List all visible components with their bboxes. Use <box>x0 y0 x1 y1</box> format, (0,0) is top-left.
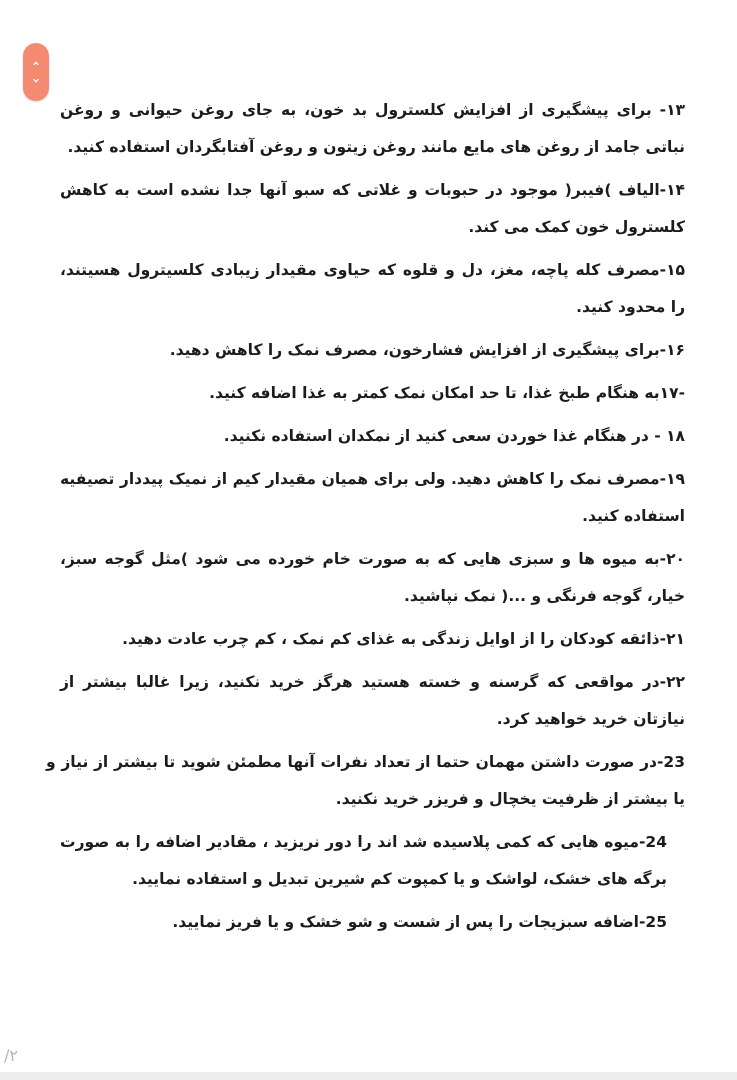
document-body <box>46 92 685 947</box>
page-nav-pill[interactable] <box>23 43 49 101</box>
list-item: -۱۷به هنگام طبخ غذا، تا حد امکان نمک کمتر به غذا اضافه کنید. <box>209 384 685 402</box>
list-item: ۱۶-برای پیشگیری از افزایش فشارخون، مصرف نمک را کاهش دهید. <box>169 341 685 359</box>
list-item: ۲۱-ذائقه کودکان را از اوایل زندگی به غذای کم نمک ، کم چرب عادت دهید. <box>122 630 685 648</box>
list-item: ۱۴-الیاف )فیبر( موجود در حبوبات و غلاتی که سبو آنها جدا نشده است به کاهش کلسترول خون کمک می کند. <box>60 181 685 236</box>
list-item: ۱۹-مصرف نمک را کاهش دهید. ولی برای همیان مقیدار کیم از نمیک پیددار تصیفیه استفاده کنید. <box>60 470 685 525</box>
list-item: ۱۳- برای پیشگیری از افزایش کلسترول بد خون، به جای روغن حیوانی و روغن نباتی جامد از روغن های مایع مانند روغن زیتون و روغن آفتابگردان استفاده کنید. <box>60 101 685 156</box>
list-item: 23-در صورت داشتن مهمان حتما از تعداد نفرات آنها مطمئن شوید تا بیشتر از نیاز و یا بیشتر از ظرفیت یخچال و فریزر خرید نکنید. <box>46 753 685 808</box>
chevron-down-icon[interactable]: › <box>28 77 44 84</box>
list-item: ۱۸ - در هنگام غذا خوردن سعی کنید از نمکدان استفاده نکنید. <box>223 427 685 445</box>
page-number: ۲/ <box>4 1046 18 1065</box>
chevron-up-icon[interactable]: ‹ <box>28 60 44 67</box>
list-item: 24-میوه هایی که کمی پلاسیده شد اند را دور نریزید ، مقادیر اضافه را به صورت برگه های خشک، لواشک و یا کمپوت کم شیرین تبدیل و استفاده نمایید. <box>60 833 667 888</box>
list-item: ۱۵-مصرف کله پاچه، مغز، دل و قلوه که حیاوی مقیدار زیبادی کلسیترول هسیتند، را محدود کنید. <box>60 261 685 316</box>
list-item: ۲۰-به میوه ها و سبزی هایی که به صورت خام خورده می شود )مثل گوجه سبز، خیار، گوجه فرنگی و ...( نمک نپاشید. <box>60 550 685 605</box>
list-item: ۲۲-در مواقعی که گرسنه و خسته هستید هرگز خرید نکنید، زیرا غالبا بیشتر از نیازتان خرید خواهید کرد. <box>60 673 685 728</box>
bottom-bar <box>0 1072 737 1080</box>
list-item: 25-اضافه سبزیجات را پس از شست و شو خشک و یا فریز نمایید. <box>172 913 667 931</box>
